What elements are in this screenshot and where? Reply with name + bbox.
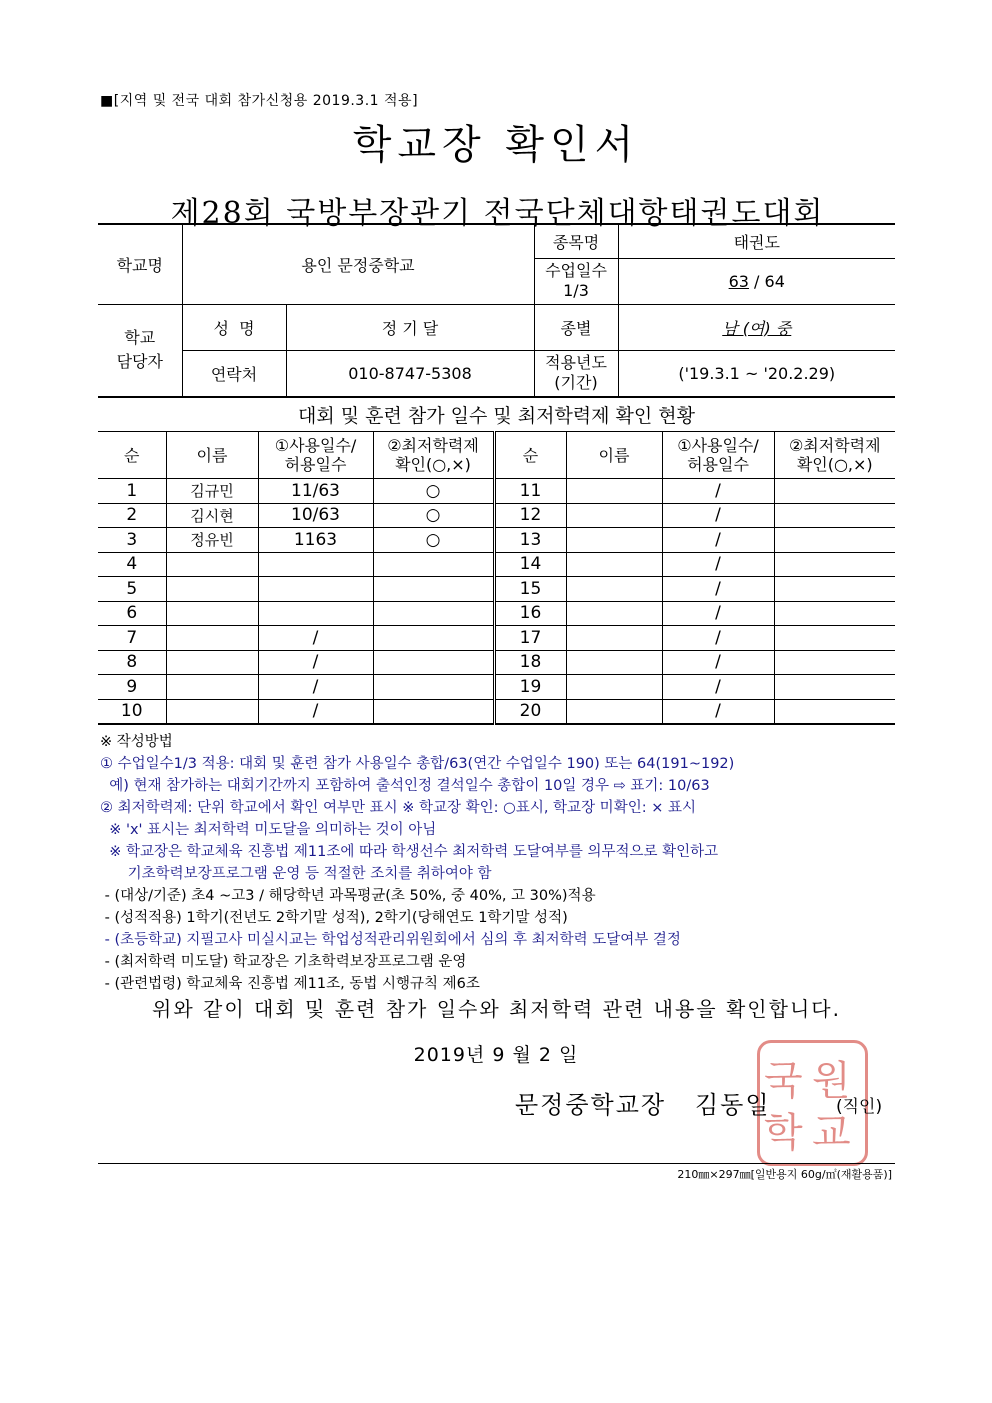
- days-value: 63 / 64: [618, 258, 895, 304]
- note-line: - (관련법령) 학교체육 진흥법 제11조, 동법 시행규칙 제6조: [100, 976, 480, 992]
- footer-paper-spec: 210㎜×297㎜[일반용지 60g/㎡(재활용품)]: [677, 1168, 892, 1181]
- row-no: 14: [494, 552, 566, 577]
- col-no: 순: [98, 432, 166, 479]
- row-name: [566, 528, 662, 553]
- row-grade-check: [373, 552, 494, 577]
- table-row: [98, 577, 895, 602]
- row-days: [258, 577, 373, 602]
- row-days: /: [662, 577, 774, 602]
- row-grade-check: [774, 528, 895, 553]
- row-days: /: [662, 650, 774, 675]
- row-name: [566, 650, 662, 675]
- row-days: /: [258, 626, 373, 651]
- row-grade-check: [774, 479, 895, 504]
- row-days: 1163: [258, 528, 373, 553]
- row-no: 20: [494, 699, 566, 724]
- row-name: [166, 577, 258, 602]
- row-grade-check: [373, 699, 494, 724]
- row-name: [566, 577, 662, 602]
- row-no: 19: [494, 675, 566, 700]
- row-days: /: [662, 479, 774, 504]
- section-title: 대회 및 훈련 참가 일수 및 최저학력제 확인 현황: [98, 396, 895, 434]
- row-no: 10: [98, 699, 166, 724]
- gender-value: 남 (여) 중: [618, 304, 895, 350]
- date: 2019년 9 월 2 일: [413, 1044, 579, 1066]
- table-row: [98, 503, 895, 528]
- row-grade-check: [373, 675, 494, 700]
- row-grade-check: [774, 552, 895, 577]
- phone-value: 010-8747-5308: [286, 350, 534, 396]
- row-days: /: [662, 675, 774, 700]
- note-line: ② 최저학력제: 단위 학교에서 확인 여부만 표시 ※ 학교장 확인: ○표시, 학교장 미확인: × 표시: [100, 800, 696, 816]
- school-name: 용인 문정중학교: [182, 224, 534, 304]
- row-days: /: [258, 675, 373, 700]
- table-row: [98, 479, 895, 504]
- row-name: [566, 601, 662, 626]
- row-name: 김시현: [166, 503, 258, 528]
- row-no: 7: [98, 626, 166, 651]
- name-label: 성 명: [182, 304, 286, 350]
- instructions: [100, 731, 900, 995]
- table-row: [98, 552, 895, 577]
- participation-table: [98, 431, 895, 725]
- closing-statement: 위와 같이 대회 및 훈련 참가 일수와 최저학력 관련 내용을 확인합니다.: [152, 997, 841, 1021]
- row-name: [566, 479, 662, 504]
- table-row: [98, 528, 895, 553]
- row-name: [166, 650, 258, 675]
- row-days: /: [662, 699, 774, 724]
- row-no: 9: [98, 675, 166, 700]
- row-grade-check: [774, 699, 895, 724]
- table-row: [98, 699, 895, 724]
- name-value: 정 기 달: [286, 304, 534, 350]
- row-days: /: [258, 699, 373, 724]
- row-days: /: [662, 552, 774, 577]
- row-no: 6: [98, 601, 166, 626]
- footer-divider: [98, 1163, 895, 1164]
- row-grade-check: [373, 626, 494, 651]
- table-row: [98, 675, 895, 700]
- col-grade: ②최저학력제 확인(○,×): [774, 432, 895, 479]
- event-title: 제28회 국방부장관기 전국단체대항태권도대회: [170, 196, 825, 231]
- row-no: 15: [494, 577, 566, 602]
- table-row: [98, 601, 895, 626]
- info-table: [98, 223, 895, 397]
- col-grade: ②최저학력제 확인(○,×): [373, 432, 494, 479]
- note-line: - (대상/기준) 초4 ~고3 / 해당학년 과목평균(초 50%, 중 40%, 고 30%)적용: [100, 888, 596, 904]
- row-no: 18: [494, 650, 566, 675]
- days-label: 수업일수 1/3: [534, 258, 618, 304]
- note-line: - (초등학교) 지필고사 미실시교는 학업성적관리위원회에서 심의 후 최저학력 도달여부 결정: [100, 932, 681, 948]
- official-seal: 국 원 학 교: [757, 1040, 868, 1166]
- row-no: 17: [494, 626, 566, 651]
- sport-value: 태권도: [618, 224, 895, 258]
- row-name: [566, 552, 662, 577]
- row-days: /: [258, 650, 373, 675]
- signer: 문정중학교장 김동일: [515, 1091, 771, 1119]
- staff-label: 학교 담당자: [98, 304, 182, 396]
- row-no: 8: [98, 650, 166, 675]
- row-name: [166, 626, 258, 651]
- row-no: 5: [98, 577, 166, 602]
- row-no: 11: [494, 479, 566, 504]
- note-line: ① 수업일수1/3 적용: 대회 및 훈련 참가 사용일수 총합/63(연간 수업일수 190) 또는 64(191~192): [100, 756, 735, 772]
- row-grade-check: [774, 626, 895, 651]
- note-line: ※ 'x' 표시는 최저학력 미도달을 의미하는 것이 아님: [100, 822, 437, 838]
- note-line: 기초학력보장프로그램 운영 등 적절한 조치를 취하여야 함: [100, 866, 492, 882]
- row-no: 13: [494, 528, 566, 553]
- row-name: [166, 552, 258, 577]
- row-no: 3: [98, 528, 166, 553]
- row-days: [258, 601, 373, 626]
- row-name: [566, 675, 662, 700]
- row-no: 2: [98, 503, 166, 528]
- row-grade-check: [774, 503, 895, 528]
- note-line: - (성적적용) 1학기(전년도 2학기말 성적), 2학기(당해연도 1학기말 성적): [100, 910, 568, 926]
- row-grade-check: [774, 675, 895, 700]
- col-days: ①사용일수/ 허용일수: [662, 432, 774, 479]
- row-name: [166, 601, 258, 626]
- contact-label: 연락처: [182, 350, 286, 396]
- row-name: [566, 699, 662, 724]
- row-name: 김규민: [166, 479, 258, 504]
- row-name: [566, 503, 662, 528]
- row-no: 12: [494, 503, 566, 528]
- row-name: [166, 699, 258, 724]
- row-grade-check: [373, 601, 494, 626]
- note-line: - (최저학력 미도달) 학교장은 기초학력보장프로그램 운영: [100, 954, 467, 970]
- row-grade-check: ○: [373, 503, 494, 528]
- row-grade-check: [373, 650, 494, 675]
- row-days: /: [662, 503, 774, 528]
- row-days: /: [662, 626, 774, 651]
- header-note: ■[지역 및 전국 대회 참가신청용 2019.3.1 적용]: [100, 93, 419, 109]
- page-title: 학교장 확인서: [352, 122, 640, 168]
- row-name: 정유빈: [166, 528, 258, 553]
- row-grade-check: [774, 577, 895, 602]
- col-name: 이름: [566, 432, 662, 479]
- note-line: 예) 현재 참가하는 대회기간까지 포함하여 출석인정 결석일수 총합이 10일 경우 ⇨ 표기: 10/63: [100, 778, 710, 794]
- row-grade-check: ○: [373, 479, 494, 504]
- seal-label: (직인): [836, 1097, 883, 1117]
- row-days: /: [662, 601, 774, 626]
- row-no: 4: [98, 552, 166, 577]
- school-label: 학교명: [98, 224, 182, 304]
- col-name: 이름: [166, 432, 258, 479]
- row-days: [258, 552, 373, 577]
- row-name: [166, 675, 258, 700]
- row-grade-check: [774, 601, 895, 626]
- period-label: 적용년도 (기간): [534, 350, 618, 396]
- gender-label: 종별: [534, 304, 618, 350]
- row-no: 16: [494, 601, 566, 626]
- note-line: ※ 작성방법: [100, 734, 173, 750]
- period-value: ('19.3.1 ~ '20.2.29): [618, 350, 895, 396]
- note-line: ※ 학교장은 학교체육 진흥법 제11조에 따라 학생선수 최저학력 도달여부를 의무적으로 확인하고: [100, 844, 719, 860]
- col-days: ①사용일수/ 허용일수: [258, 432, 373, 479]
- row-days: 10/63: [258, 503, 373, 528]
- row-grade-check: [373, 577, 494, 602]
- row-no: 1: [98, 479, 166, 504]
- row-grade-check: ○: [373, 528, 494, 553]
- col-no: 순: [494, 432, 566, 479]
- row-days: 11/63: [258, 479, 373, 504]
- sport-label: 종목명: [534, 224, 618, 258]
- table-row: [98, 626, 895, 651]
- row-name: [566, 626, 662, 651]
- row-days: /: [662, 528, 774, 553]
- row-grade-check: [774, 650, 895, 675]
- table-row: [98, 650, 895, 675]
